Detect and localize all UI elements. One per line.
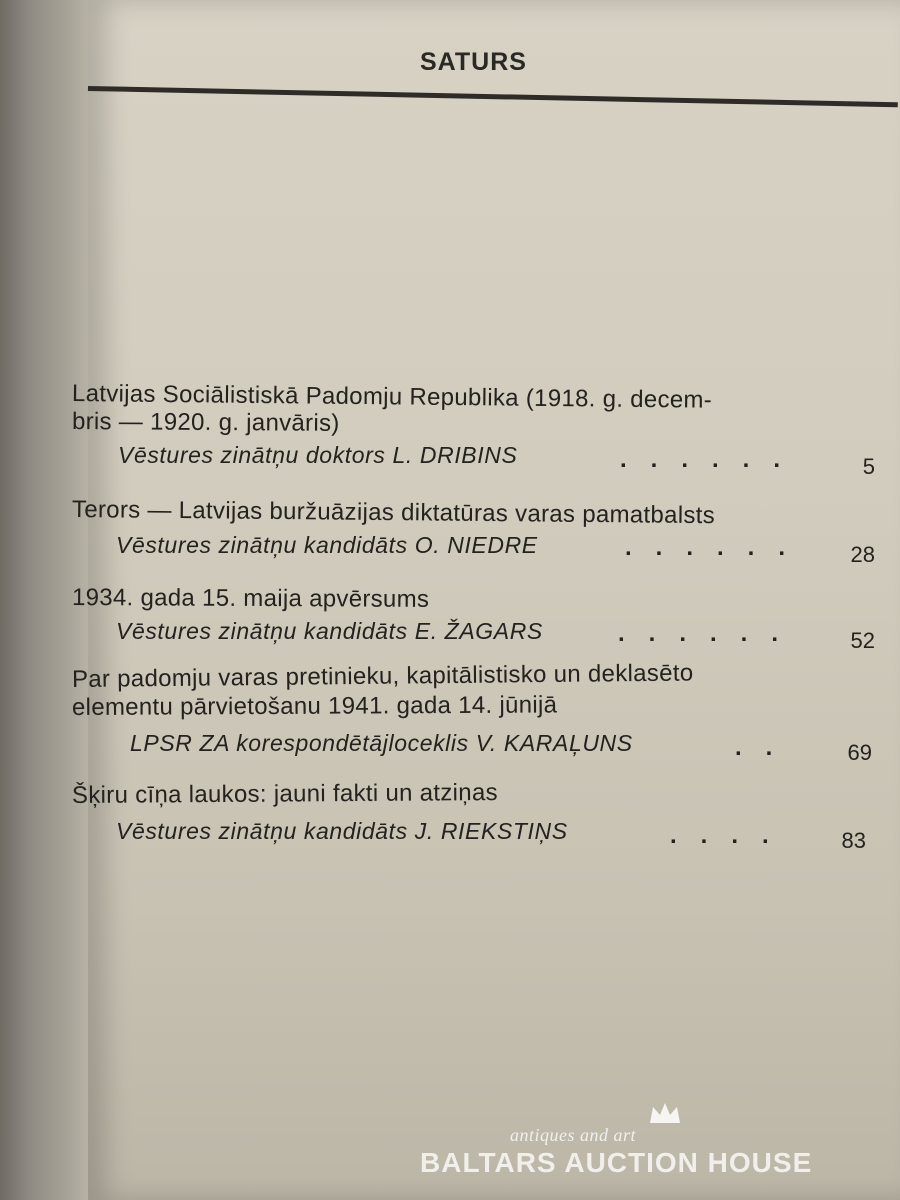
entry-2-leader-dots: ...... — [625, 534, 810, 561]
entry-4-leader-dots: .. — [735, 734, 797, 761]
entry-2-title-line-1: Terors — Latvijas buržuāzijas diktatūras varas pamatbalsts — [71, 496, 716, 530]
entry-4-title-line-2: elementu pārvietošanu 1941. gada 14. jūnijā — [71, 691, 558, 721]
watermark — [420, 1125, 840, 1185]
entry-2-author: Vēstures zinātņu kandidāts O. NIEDRE — [116, 532, 538, 558]
crown-icon — [648, 1101, 682, 1127]
entry-3-title-line-1: 1934. gada 15. maija apvērsums — [71, 584, 430, 613]
page-title: SATURS — [420, 48, 527, 76]
entry-1-author: Vēstures zinātņu doktors L. DRIBINS — [118, 442, 518, 468]
entry-1-page-number: 5 — [862, 454, 875, 479]
entry-5-title-line-1: Šķiru cīņa laukos: jauni fakti un atziņas — [71, 779, 498, 809]
entry-3-page-number: 52 — [850, 628, 875, 653]
entry-5-author: Vēstures zinātņu kandidāts J. RIEKSTIŅS — [116, 818, 568, 844]
entry-1-title-line-2: bris — 1920. g. janvāris) — [71, 408, 340, 437]
entry-4-title-line-1: Par padomju varas pretinieku, kapitālistisko un deklasēto — [71, 659, 694, 693]
entry-4-page-number: 69 — [847, 740, 872, 765]
entry-5-page-number: 83 — [841, 828, 866, 853]
entry-3-author: Vēstures zinātņu kandidāts E. ŽAGARS — [116, 618, 543, 644]
watermark-name: BALTARS AUCTION HOUSE — [420, 1147, 813, 1178]
entry-1-title-line-1: Latvijas Sociālistiskā Padomju Republika (1918. g. decem- — [71, 380, 713, 414]
entry-1-leader-dots: ...... — [620, 446, 805, 473]
entry-2-page-number: 28 — [850, 542, 875, 567]
entry-3-leader-dots: ...... — [618, 620, 803, 647]
watermark-tagline: antiques and art — [510, 1125, 637, 1145]
entry-4-author: LPSR ZA korespondētājloceklis V. KARAĻUNS — [130, 730, 633, 756]
entry-5-leader-dots: .... — [670, 822, 793, 849]
